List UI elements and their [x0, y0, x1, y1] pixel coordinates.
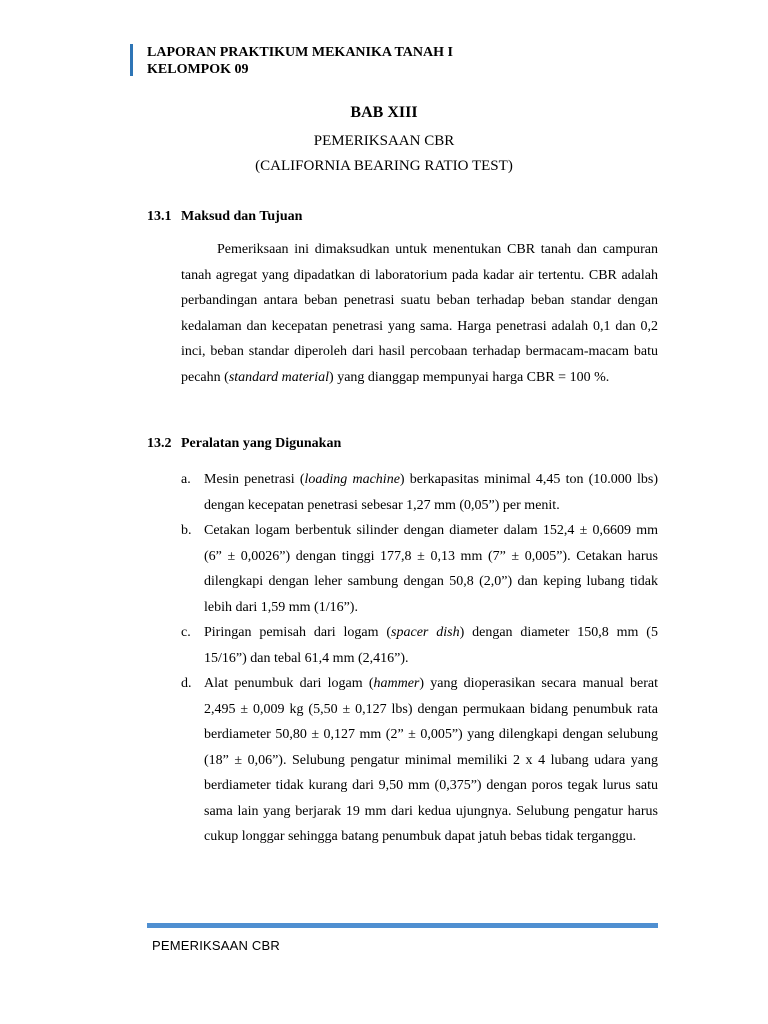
- paragraph-text: Pemeriksaan ini dimaksudkan untuk menentukan CBR tanah dan campuran tanah agregat yang dipadatkan di laboratorium pada kadar air tertentu. CBR adalah perbandingan antara beban penetrasi suatu beban terhadap beban standar dengan kedalaman dan kecepatan penetrasi yang sama. Harga penetrasi adalah 0,1 dan 0,2 inci, beban standar diperoleh dari hasil percobaan terhadap bermacam-macam batu pecahn (: [181, 242, 658, 385]
- document-header: [147, 44, 453, 78]
- section-number: 13.2: [147, 436, 172, 451]
- list-marker: c.: [181, 625, 191, 640]
- list-item: [181, 620, 658, 671]
- list-marker: a.: [181, 472, 191, 487]
- footer-rule: [147, 923, 658, 928]
- list-item: [181, 518, 658, 620]
- item-text: ) dengan diameter 150,8 mm (5 15/16”) dan tebal 61,4 mm (2,416”).: [204, 625, 658, 666]
- chapter-number: BAB XIII: [350, 104, 418, 121]
- equipment-list: [181, 467, 658, 850]
- italic-term: standard material: [228, 369, 330, 385]
- italic-term: hammer: [373, 676, 420, 691]
- header-accent-bar: [130, 44, 133, 76]
- chapter-subtitle: (CALIFORNIA BEARING RATIO TEST): [255, 158, 513, 174]
- section-heading-2: [147, 436, 341, 452]
- list-item: [181, 671, 658, 850]
- section-number: 13.1: [147, 209, 172, 224]
- item-text: ) berkapasitas minimal 4,45 ton (10.000 lbs) dengan kecepatan penetrasi sebesar 1,27 mm (0,05”) per menit.: [204, 472, 658, 513]
- item-text: Piringan pemisah dari logam (: [204, 625, 392, 640]
- list-item: [181, 467, 658, 518]
- item-text: Alat penumbuk dari logam (: [204, 676, 374, 691]
- item-text: ) yang dioperasikan secara manual berat 2,495 ± 0,009 kg (5,50 ± 0,127 lbs) dengan permukaan bidang penumbuk rata berdiameter 50,80 ± 0,127 mm (2” ± 0,005”) yang dilengkapi dengan selubung (18” ± 0,06”). Selubung pengatur minimal memiliki 2 x 4 lubang udara yang berdiameter tidak kurang dari 9,50 mm (0,375”) dengan poros tegak lurus satu sama lain yang berjarak 19 mm dari kedua ujungnya. Selubung pengatur harus cukup longgar sehingga batang penumbuk dapat jatuh bebas tidak terganggu.: [204, 676, 658, 844]
- header-group: KELOMPOK 09: [147, 62, 249, 77]
- item-text: Mesin penetrasi (: [204, 472, 305, 487]
- section-title: Maksud dan Tujuan: [181, 209, 303, 224]
- italic-term: loading machine: [304, 472, 400, 487]
- section-title: Peralatan yang Digunakan: [181, 436, 342, 451]
- chapter-title: PEMERIKSAAN CBR: [313, 133, 455, 149]
- section-paragraph: [181, 237, 658, 390]
- footer-label: PEMERIKSAAN CBR: [152, 938, 280, 953]
- header-title: LAPORAN PRAKTIKUM MEKANIKA TANAH I: [147, 45, 453, 60]
- list-marker: d.: [181, 676, 192, 691]
- paragraph-text: ) yang dianggap mempunyai harga CBR = 100 %.: [329, 369, 610, 385]
- list-marker: b.: [181, 523, 192, 538]
- item-text: Cetakan logam berbentuk silinder dengan diameter dalam 152,4 ± 0,6609 mm (6” ± 0,0026”) dengan tinggi 177,8 ± 0,13 mm (7” ± 0,005”). Cetakan harus dilengkapi dengan leher sambung dengan 50,8 (2,0”) dan keping lubang tidak lebih dari 1,59 mm (1/16”).: [204, 523, 658, 615]
- italic-term: spacer dish: [391, 625, 460, 640]
- section-heading-1: [147, 209, 302, 225]
